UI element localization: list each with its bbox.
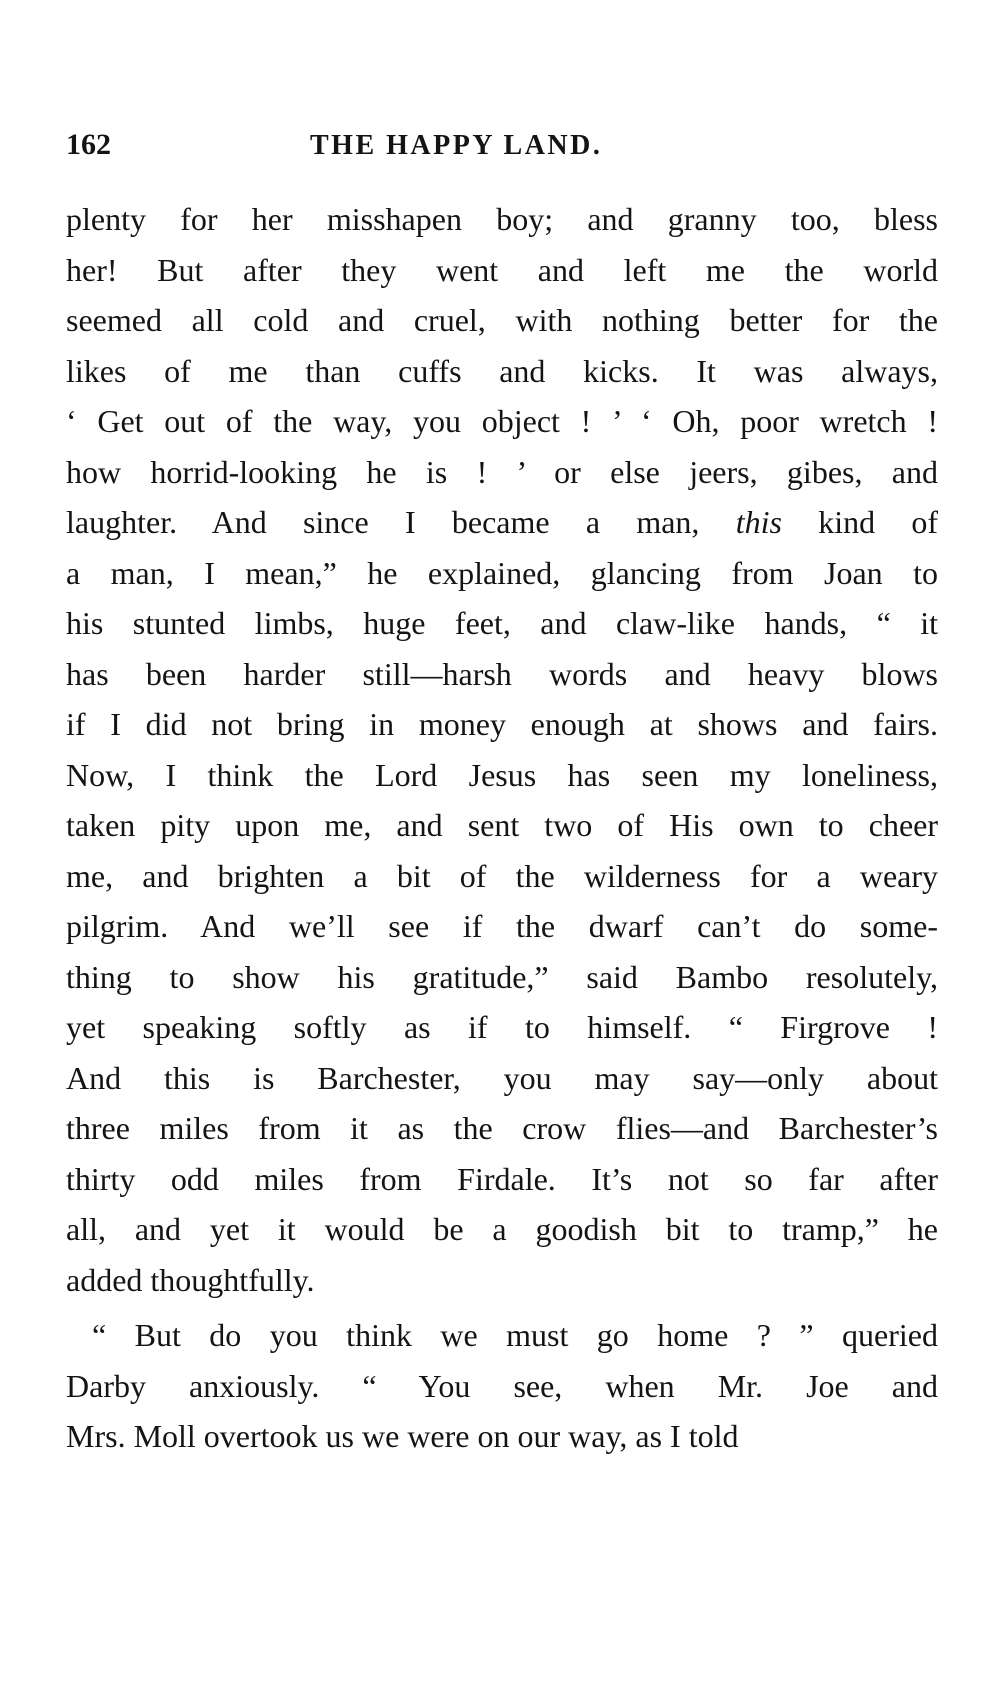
text-line: has been harder still—harsh words and heavy blows — [66, 655, 938, 692]
text-line: yet speaking softly as if to himself. “ Firgrove ! — [66, 1009, 938, 1045]
text-line: taken pity upon me, and sent two of His own to cheer — [66, 807, 938, 843]
body-text — [66, 194, 938, 1462]
page-number: 162 — [66, 128, 111, 161]
text-line: all, and yet it would be a goodish bit to tramp,” he — [66, 1211, 938, 1247]
text-line: Now, I think the Lord Jesus has seen my loneliness, — [66, 756, 938, 793]
text-line: pilgrim. And we’ll see if the dwarf can’t do some- — [66, 908, 938, 944]
paragraph — [66, 194, 938, 1305]
text-line: a man, I mean,” he explained, glancing from Joan to — [66, 554, 938, 591]
text-line: added thoughtfully. — [66, 1261, 315, 1298]
text-line: me, and brighten a bit of the wilderness for a weary — [66, 857, 938, 894]
text-line: ‘ Get out of the way, you object ! ’ ‘ Oh, poor wretch ! — [66, 403, 938, 439]
text-line: his stunted limbs, huge feet, and claw-like hands, “ it — [66, 605, 938, 641]
text-line: likes of me than cuffs and kicks. It was always, — [66, 352, 938, 389]
text-line: plenty for her misshapen boy; and granny too, bless — [66, 201, 938, 237]
text-line: three miles from it as the crow flies—and Barchester’s — [66, 1110, 938, 1146]
text-line: laughter. And since I became a man, this kind of — [66, 504, 938, 540]
text-line: if I did not bring in money enough at shows and fairs. — [66, 706, 938, 742]
text-line: thirty odd miles from Firdale. It’s not so far after — [66, 1160, 938, 1197]
page-header — [66, 128, 936, 168]
text-line: “ But do you think we must go home ? ” queried — [92, 1317, 938, 1353]
text-line: how horrid-looking he is ! ’ or else jeers, gibes, and — [66, 453, 938, 490]
text-line: Darby anxiously. “ You see, when Mr. Joe and — [66, 1367, 938, 1404]
text-line: seemed all cold and cruel, with nothing better for the — [66, 302, 938, 338]
text-line: And this is Barchester, you may say—only about — [66, 1059, 938, 1096]
running-title: THE HAPPY LAND. — [310, 130, 603, 161]
italic-emphasis: this — [735, 504, 782, 540]
text-line: thing to show his gratitude,” said Bambo resolutely, — [66, 958, 938, 995]
text-line: Mrs. Moll overtook us we were on our way, as I told — [66, 1418, 739, 1454]
paragraph — [66, 1310, 938, 1462]
text-line: her! But after they went and left me the world — [66, 251, 938, 288]
